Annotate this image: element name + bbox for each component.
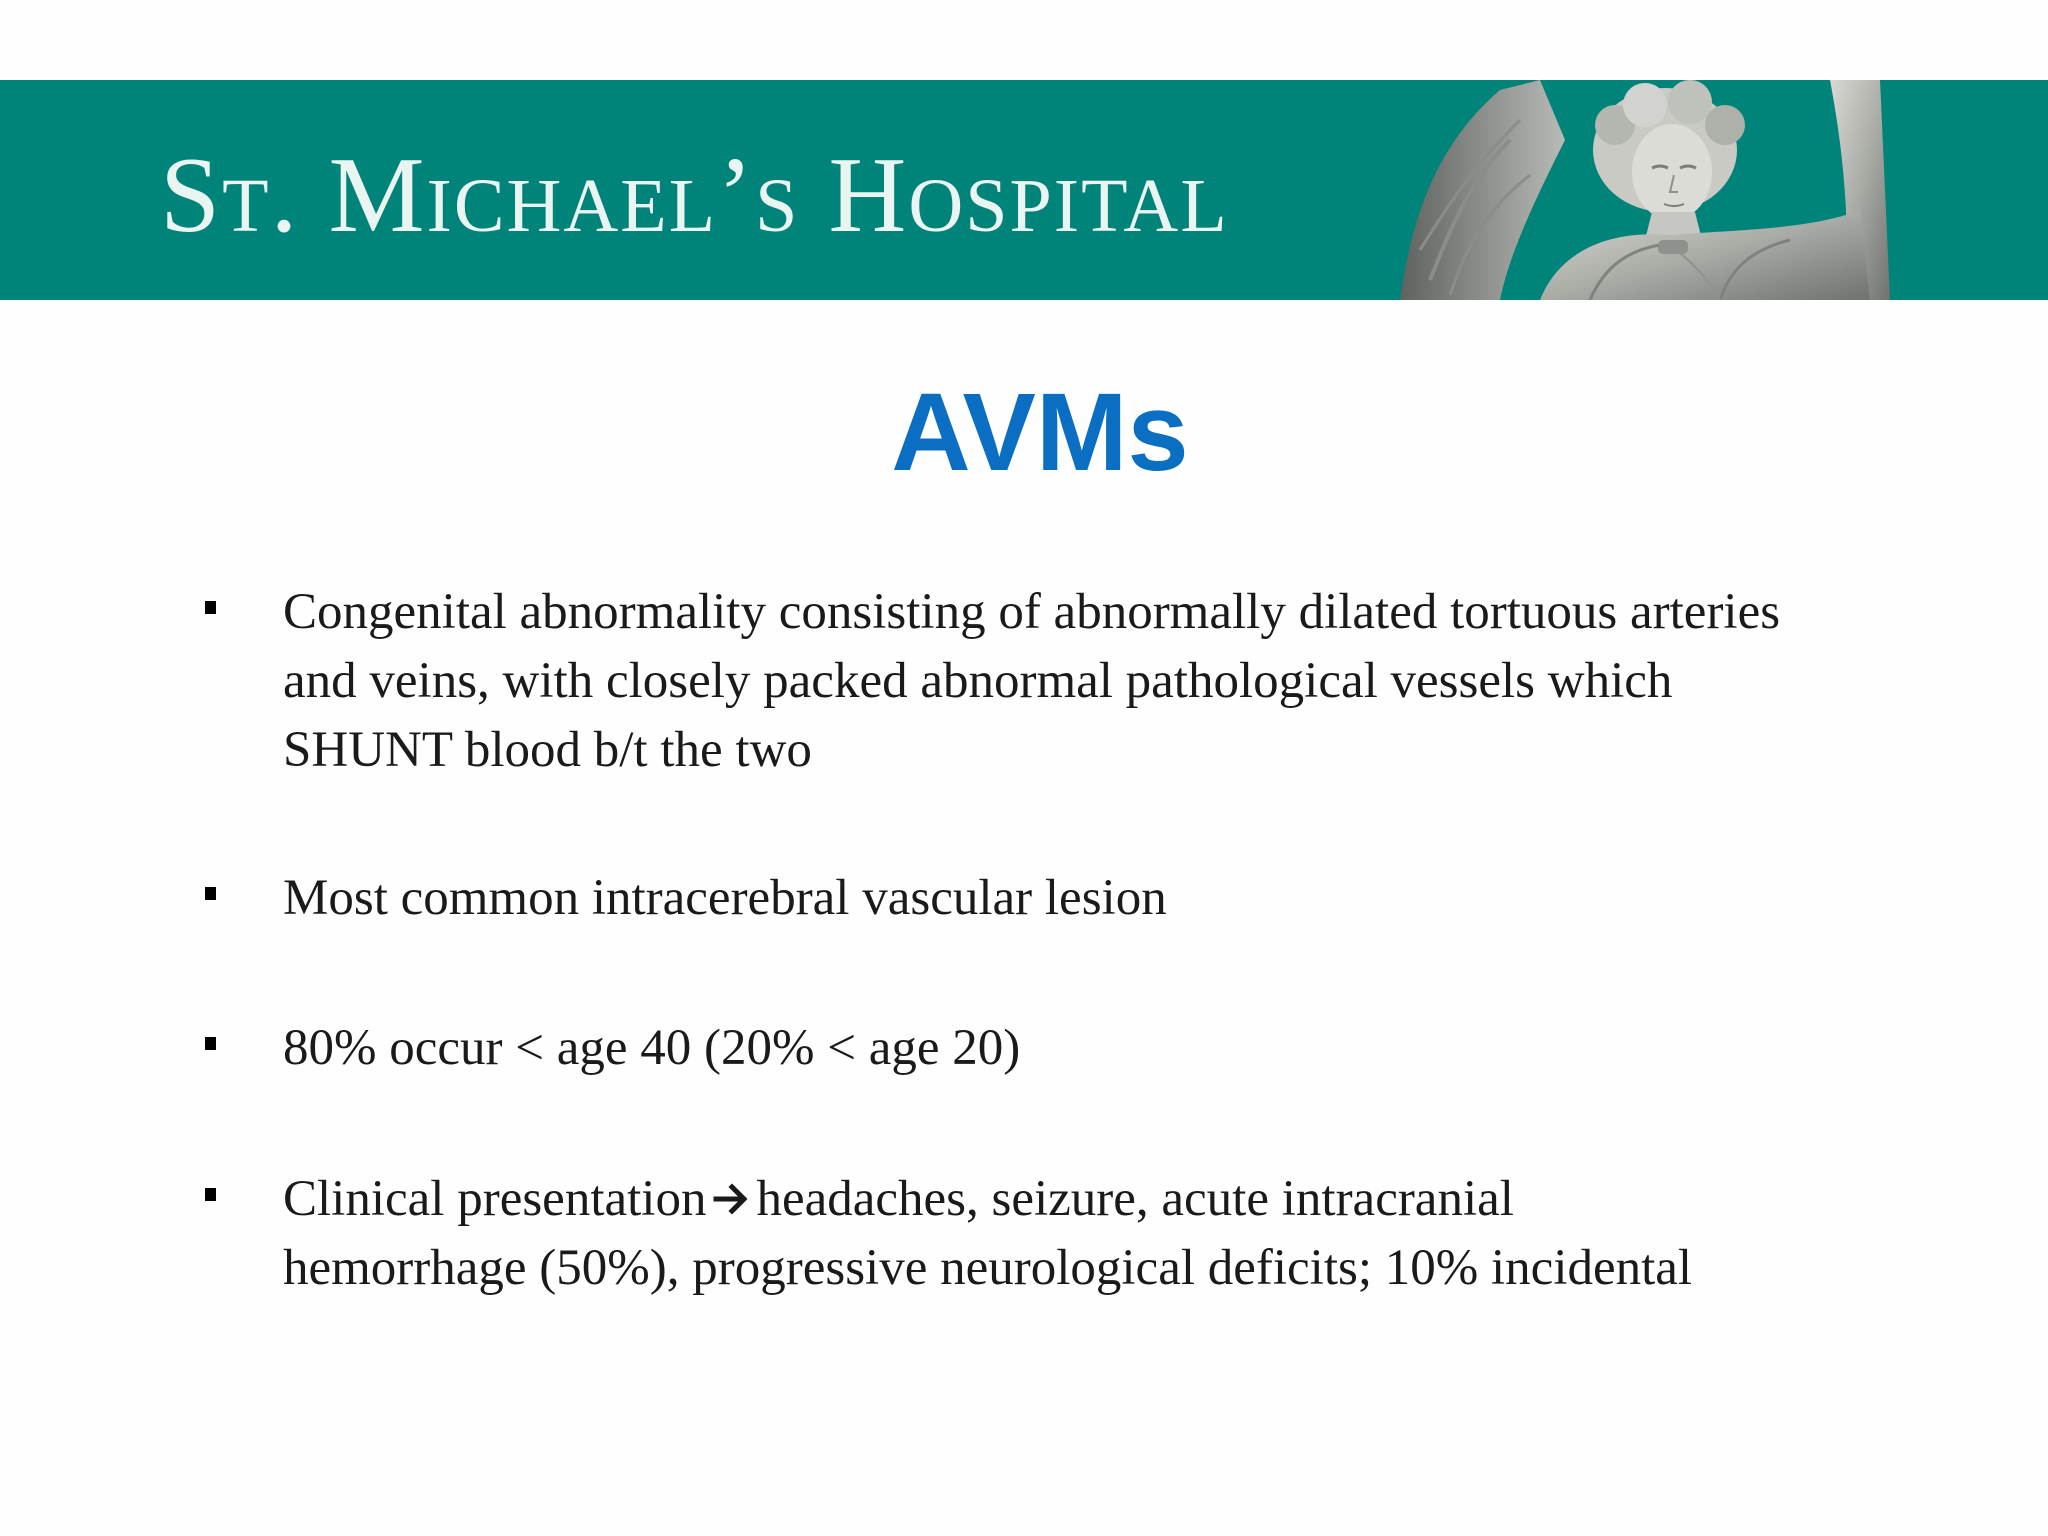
bullet-marker	[205, 601, 216, 614]
bullet-line	[283, 1165, 1903, 1234]
bullet-text	[283, 1014, 1903, 1083]
bullet-line: Most common intracerebral vascular lesion	[283, 870, 1167, 926]
bullet-line: SHUNT blood b/t the two	[283, 722, 812, 778]
clinical-presentation-label: Clinical presentation	[283, 1171, 707, 1227]
right-arrow-icon	[712, 1179, 752, 1219]
bullet-marker	[205, 1037, 216, 1050]
bullet-marker	[205, 1188, 216, 1201]
slide-title: AVMs	[891, 371, 1189, 494]
bullet-line: Congenital abnormality consisting of abnormally dilated tortuous arteries	[283, 584, 1781, 640]
hospital-name: St. Michael’s Hospital	[160, 136, 1229, 255]
bullet-text	[283, 1165, 1903, 1303]
bullet-line: and veins, with closely packed abnormal pathological vessels which	[283, 653, 1673, 709]
clinical-presentation-detail: headaches, seizure, acute intracranial	[756, 1171, 1514, 1227]
bullet-line: hemorrhage (50%), progressive neurological deficits; 10% incidental	[283, 1240, 1693, 1296]
bullet-text	[283, 578, 1903, 785]
bullet-marker	[205, 887, 216, 900]
bullet-text	[283, 864, 1903, 933]
bullet-line: 80% occur < age 40 (20% < age 20)	[283, 1020, 1021, 1076]
